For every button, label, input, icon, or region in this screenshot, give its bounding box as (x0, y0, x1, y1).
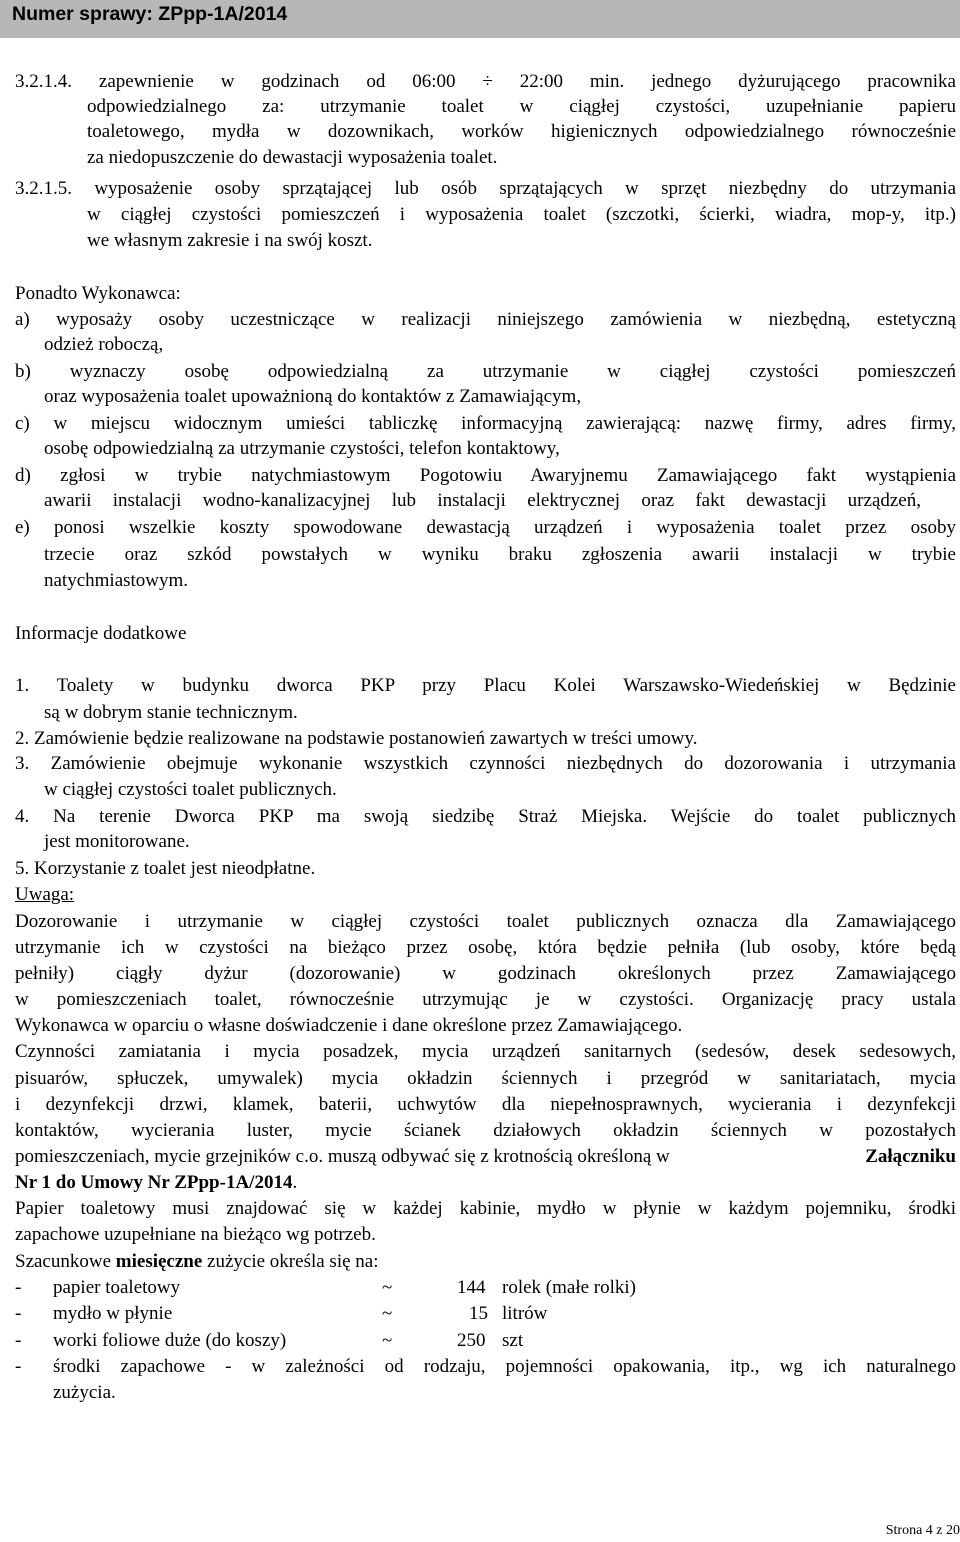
dash: - (15, 1330, 22, 1351)
text-line (15, 1250, 379, 1274)
usage-qty: 15 (469, 1303, 488, 1324)
usage-item: mydło w płynie (53, 1303, 173, 1324)
list-item: 5. Korzystanie z toalet jest nieodpłatne. (15, 858, 316, 879)
text-line: toaletowego, mydła w dozownikach, worków higienicznych odpowiedzialnego równocześnie (87, 121, 956, 142)
dash: - (15, 1356, 22, 1377)
text-line: w ciągłej czystości pomieszczeń i wyposażenia toalet (szczotki, ścierki, wiadra, mop-y, itp.) (87, 204, 956, 225)
list-item: a) wyposaży osoby uczestniczące w realizacji niniejszego zamówienia w niezbędną, estetyczną (15, 309, 956, 330)
text-line: zapachowe uzupełniane na bieżąco wg potrzeb. (15, 1224, 376, 1245)
list-item: osobę odpowiedzialną za utrzymanie czystości, telefon kontaktowy, (44, 438, 560, 459)
text-fragment: zużycie określa się na: (202, 1251, 379, 1272)
section-heading: Ponadto Wykonawca: (15, 283, 181, 304)
page-number: Strona 4 z 20 (885, 1523, 960, 1538)
text-line: 3.2.1.5. wyposażenie osoby sprzątającej lub osób sprzątających w sprzęt niezbędny do utrzymania (15, 178, 956, 199)
text-line: 3.2.1.4. zapewnienie w godzinach od 06:00 ÷ 22:00 min. jednego dyżurującego pracownika (15, 71, 956, 92)
text-line: utrzymanie ich w czystości na bieżąco przez osobę, która będzie pełniła (lub osoby, które będą (15, 937, 956, 958)
text-fragment-bold: miesięczne (115, 1251, 203, 1272)
text-line: pełniły) ciągły dyżur (dozorowanie) w godzinach określonych przez Zamawiającego (15, 963, 956, 984)
usage-item: papier toaletowy (53, 1277, 181, 1298)
list-item: b) wyznaczy osobę odpowiedzialną za utrzymanie w ciągłej czystości pomieszczeń (15, 361, 956, 382)
list-item: 1. Toalety w budynku dworca PKP przy Placu Kolei Warszawsko-Wiedeńskiej w Będzinie (15, 675, 956, 696)
text-line: we własnym zakresie i na swój koszt. (87, 230, 373, 251)
list-item: 2. Zamówienie będzie realizowane na podstawie postanowień zawartych w treści umowy. (15, 728, 698, 749)
text-line: za niedopuszczenie do dewastacji wyposażenia toalet. (87, 147, 498, 168)
page-header (0, 0, 960, 38)
text-line: Czynności zamiatania i mycia posadzek, mycia urządzeń sanitarnych (sedesów, desek sedesowych, (15, 1041, 956, 1062)
usage-item: worki foliowe duże (do koszy) (53, 1330, 287, 1351)
note-heading: Uwaga: (15, 884, 75, 905)
text-line (15, 1145, 956, 1169)
list-item: odzież roboczą, (44, 334, 164, 355)
dash: - (15, 1277, 22, 1298)
approx-sign: ~ (382, 1330, 393, 1351)
usage-unit: szt (502, 1330, 524, 1351)
text-line: i dezynfekcji drzwi, klamek, baterii, uchwytów dla niepełnosprawnych, wycierania i dezynfekcji (15, 1094, 956, 1115)
approx-sign: ~ (382, 1277, 393, 1298)
text-line: w pomieszczeniach toalet, równocześnie utrzymując je w czystości. Organizację pracy ustala (15, 989, 956, 1010)
text-line: pisuarów, spłuczek, umywalek) mycia okładzin ściennych i przegród w sanitariatach, mycia (15, 1068, 956, 1089)
usage-item: zużycia. (53, 1382, 116, 1403)
list-item: d) zgłosi w trybie natychmiastowym Pogotowiu Awaryjnemu Zamawiającego fakt wystąpienia (15, 465, 956, 486)
section-heading: Informacje dodatkowe (15, 623, 187, 644)
text-line: Dozorowanie i utrzymanie w ciągłej czystości toalet publicznych oznacza dla Zamawiającego (15, 911, 956, 932)
case-number-title: Numer sprawy: ZPpp-1A/2014 (12, 3, 288, 25)
list-item: e) ponosi wszelkie koszty spowodowane dewastacją urządzeń i wyposażenia toalet przez osoby (15, 517, 956, 538)
text-fragment-bold: Załączniku (865, 1146, 956, 1167)
usage-unit: rolek (małe rolki) (502, 1277, 637, 1298)
list-item: natychmiastowym. (44, 570, 189, 591)
text-line: kontaktów, wycierania luster, mycie ścianek działowych okładzin ściennych w pozostałych (15, 1120, 956, 1141)
usage-qty: 250 (457, 1330, 486, 1351)
text-line: Wykonawca w oparciu o własne doświadczenie i dane określone przez Zamawiającego. (15, 1015, 683, 1036)
list-item: jest monitorowane. (44, 831, 190, 852)
usage-qty: 144 (457, 1277, 486, 1298)
text-fragment: . (292, 1172, 298, 1193)
approx-sign: ~ (382, 1303, 393, 1324)
text-fragment: Szacunkowe (15, 1251, 116, 1272)
text-line: odpowiedzialnego za: utrzymanie toalet w ciągłej czystości, uzupełnianie papieru (87, 96, 956, 117)
text-fragment: pomieszczeniach, mycie grzejników c.o. muszą odbywać się z krotnością określoną w (15, 1146, 675, 1167)
list-item: w ciągłej czystości toalet publicznych. (44, 779, 337, 800)
list-item: 3. Zamówienie obejmuje wykonanie wszystkich czynności niezbędnych do dozorowania i utrzymania (15, 753, 956, 774)
list-item: 4. Na terenie Dworca PKP ma swoją siedzibę Straż Miejska. Wejście do toalet publicznych (15, 806, 956, 827)
usage-unit: litrów (502, 1303, 548, 1324)
list-item: c) w miejscu widocznym umieści tabliczkę informacyjną zawierającą: nazwę firmy, adres firmy, (15, 413, 956, 434)
text-fragment-bold: Nr 1 do Umowy Nr ZPpp-1A/2014 (15, 1172, 293, 1193)
dash: - (15, 1303, 22, 1324)
list-item: są w dobrym stanie technicznym. (44, 702, 298, 723)
list-item: trzecie oraz szkód powstałych w wyniku braku zgłoszenia awarii instalacji w trybie (44, 544, 956, 565)
text-line: Papier toaletowy musi znajdować się w każdej kabinie, mydło w płynie w każdym pojemniku, środki (15, 1198, 956, 1219)
list-item: awarii instalacji wodno-kanalizacyjnej lub instalacji elektrycznej oraz fakt dewastacji urządzeń, (44, 490, 921, 511)
list-item: oraz wyposażenia toalet upoważnioną do kontaktów z Zamawiającym, (44, 386, 582, 407)
text-line (15, 1171, 297, 1195)
usage-item: środki zapachowe - w zależności od rodzaju, pojemności opakowania, itp., wg ich naturalnego (53, 1356, 956, 1377)
